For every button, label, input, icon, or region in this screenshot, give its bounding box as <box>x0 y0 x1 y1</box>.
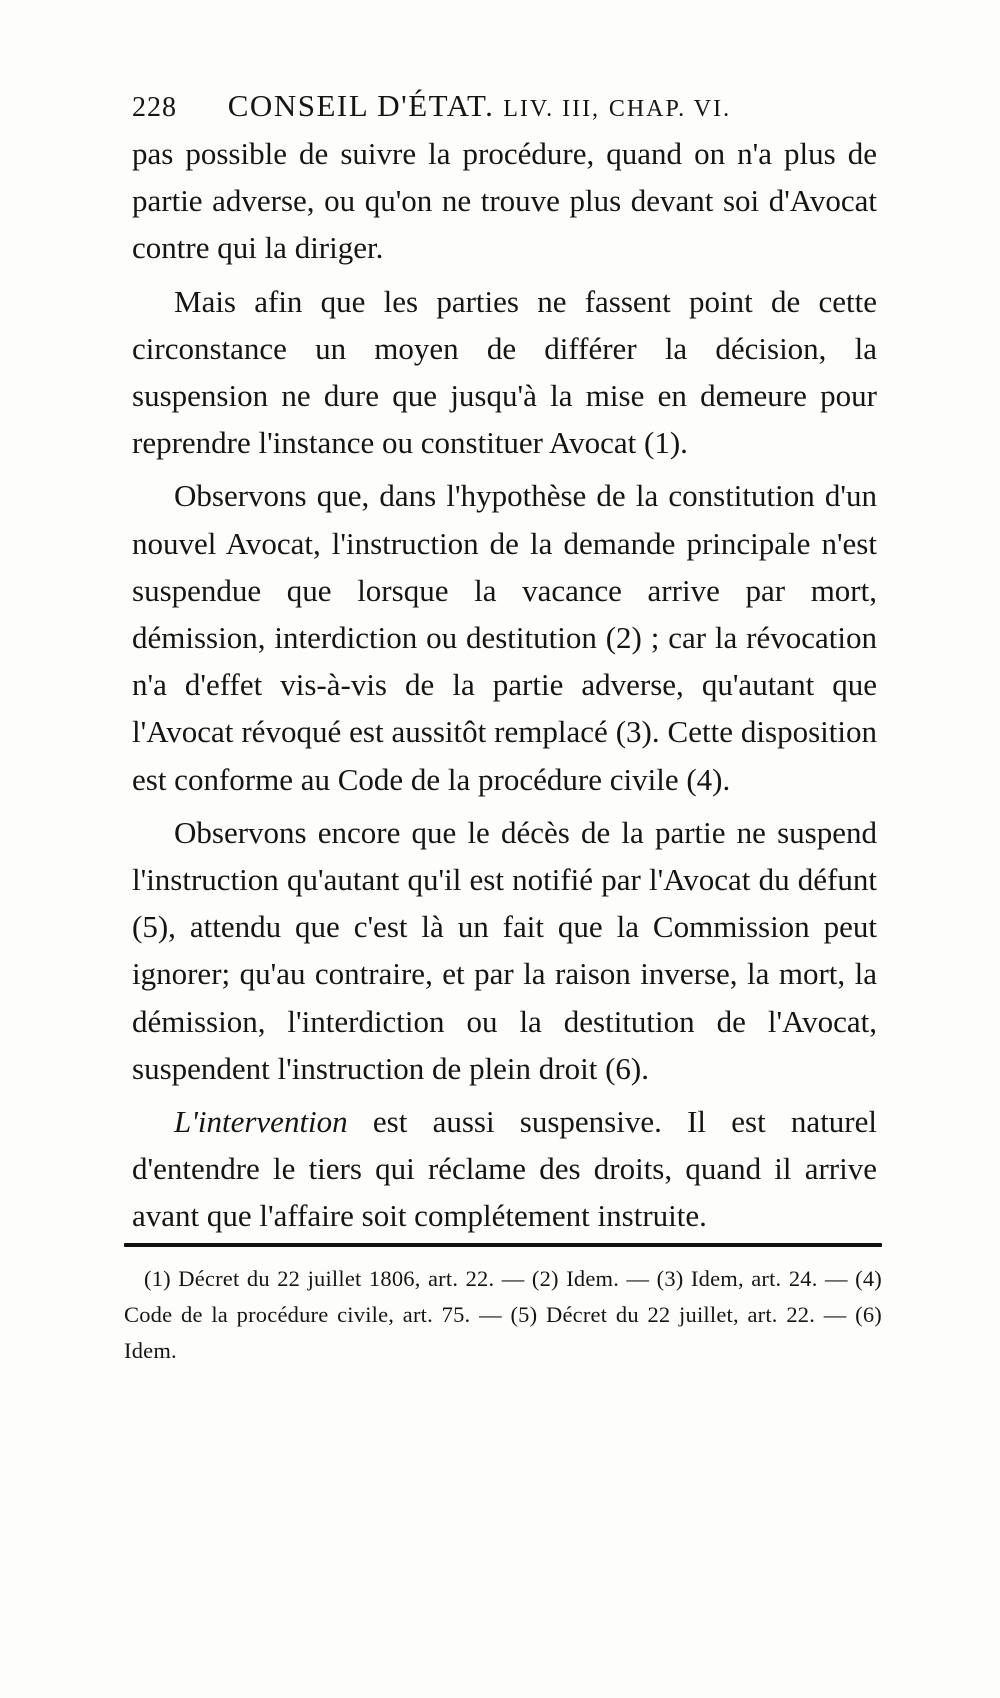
footnote-divider <box>124 1243 882 1247</box>
paragraph-deces: Observons encore que le décès de la partie ne suspend l'instruction qu'autant qu'il est notifié par l'Avocat du défunt (5), attendu que c'est là un fait que la Commission peut ignorer; qu'au contraire, et par la raison inverse, la mort, la démission, l'interdiction ou la destitution de l'Avocat, suspendent l'instruction de plein droit (6). <box>132 814 877 1086</box>
page-number: 228 <box>132 92 177 123</box>
paragraph-continuation: pas possible de suivre la procédure, quand on n'a plus de partie adverse, ou qu'on ne trouve plus devant soi d'Avocat contre qui la diriger. <box>132 136 877 266</box>
paragraph-intervention <box>132 1098 877 1240</box>
paragraph-new-avocat: Observons que, dans l'hypothèse de la constitution d'un nouvel Avocat, l'instruction de la demande principale n'est suspendue que lorsque la vacance arrive par mort, démission, interdiction ou destitution (2) ; car la révocation n'a d'effet vis-à-vis de la partie adverse, qu'autant que l'Avocat révoqué est aussitôt remplacé (3). Cette disposition est conforme au Code de la procédure civile (4). <box>132 478 877 797</box>
main-text <box>132 130 877 1240</box>
paragraph-suspension: Mais afin que les parties ne fassent point de cette circonstance un moyen de différer la décision, la suspension ne dure que jusqu'à la mise en demeure pour reprendre l'instance ou constituer Avocat (1). <box>132 283 877 461</box>
running-header <box>132 88 872 132</box>
intervention-text: est aussi suspensive. Il est naturel d'entendre le tiers qui réclame des droits, quand il arrive avant que l'affaire soit complétement instruite. <box>132 1104 877 1234</box>
footnote-text: (1) Décret du 22 juillet 1806, art. 22. — (2) Idem. — (3) Idem, art. 24. — (4) Code de la procédure civile, art. 75. — (5) Décret du 22 juillet, art. 22. — (6) Idem. <box>124 1266 882 1363</box>
intervention-term: L'intervention <box>174 1104 348 1140</box>
chapter-label: CHAP. VI. <box>608 96 732 122</box>
header-title: CONSEIL D'ÉTAT. <box>227 88 495 123</box>
book-label: LIV. III, <box>503 96 601 122</box>
footnotes <box>124 1261 882 1369</box>
